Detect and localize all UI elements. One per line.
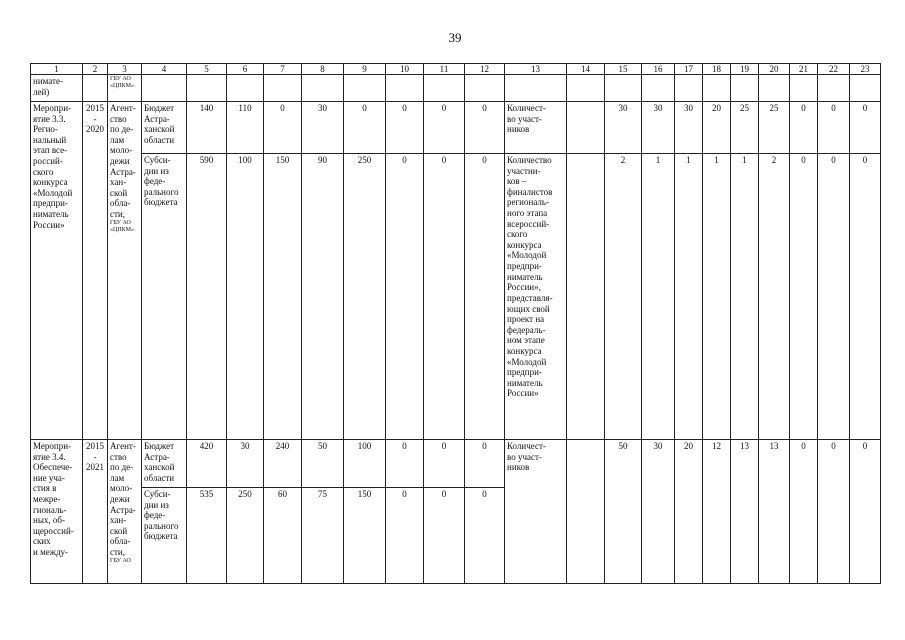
column-number: 8 <box>302 64 344 75</box>
empty-cell <box>790 75 818 102</box>
value-cell: 50 <box>302 440 344 488</box>
indicator-value: 12 <box>712 441 721 451</box>
value-cell: 590 <box>187 154 227 440</box>
value-cell: 0 <box>386 488 424 584</box>
column-number-row <box>31 64 881 75</box>
column-number: 18 <box>703 64 731 75</box>
column-number: 11 <box>424 64 465 75</box>
value-cell: 0 <box>465 154 505 440</box>
indicator-value: 1 <box>703 154 731 440</box>
executor: Агент- ство по де- лам моло- дежи Астра- хан- ской обла- сти, <box>110 103 136 220</box>
funding-source: Бюджет Астра- ханской области <box>142 102 187 154</box>
measure-name-cell <box>31 102 83 440</box>
column-number: 16 <box>642 64 675 75</box>
column-number: 5 <box>187 64 227 75</box>
executor-extra: ГБУ АО «ЦПКМ» <box>110 219 135 233</box>
value-cell: 250 <box>344 154 386 440</box>
empty-cell <box>642 75 675 102</box>
executor: Агент- ство по де- лам моло- дежи Астра- хан- ской обла- сти, <box>110 441 136 558</box>
indicator-name: Количест- во участ- ников <box>507 441 546 473</box>
value-cell: 140 <box>187 102 227 154</box>
indicator-value-cell <box>642 440 675 584</box>
indicator-value: 1 <box>675 154 703 440</box>
indicator-value-cell <box>850 440 881 584</box>
indicator-value-cell <box>790 440 818 584</box>
empty-cell <box>344 75 386 102</box>
period: 2015 - 2021 <box>86 441 104 473</box>
period: 2015 - 2020 <box>86 103 104 135</box>
value-cell: 0 <box>424 488 465 584</box>
value-cell: 0 <box>386 154 424 440</box>
indicator-value: 2 <box>759 154 790 440</box>
value-cell: 0 <box>465 440 505 488</box>
empty-cell <box>386 75 424 102</box>
indicator-value: 0 <box>862 441 868 451</box>
value-cell: 0 <box>424 154 465 440</box>
indicator-value: 20 <box>703 102 731 154</box>
column-number: 14 <box>567 64 605 75</box>
table-row <box>31 154 881 440</box>
column-number: 2 <box>83 64 108 75</box>
empty-cell <box>424 75 465 102</box>
indicator-value: 30 <box>653 441 663 451</box>
funding-source: Субси- дии из феде- рального бюджета <box>142 488 187 584</box>
empty-cell <box>567 102 605 154</box>
empty-cell <box>605 75 642 102</box>
empty-cell <box>818 75 850 102</box>
measure-name: Меропри- ятие 3.4. Обеспече- ние уча- стия в межре- гиональ- ных, об- щероссий- ских и между- <box>33 441 74 558</box>
indicator-value: 30 <box>605 102 642 154</box>
column-number: 10 <box>386 64 424 75</box>
executor-cell <box>108 102 142 440</box>
column-number: 6 <box>227 64 264 75</box>
empty-cell <box>731 75 759 102</box>
empty-cell <box>83 75 108 102</box>
value-cell: 30 <box>302 102 344 154</box>
column-number: 4 <box>142 64 187 75</box>
column-number: 20 <box>759 64 790 75</box>
indicator-value: 20 <box>684 441 693 451</box>
column-number: 13 <box>505 64 567 75</box>
indicator-value: 0 <box>850 102 881 154</box>
value-cell: 0 <box>465 488 505 584</box>
column-number: 1 <box>31 64 83 75</box>
value-cell: 250 <box>227 488 264 584</box>
value-cell: 0 <box>424 440 465 488</box>
empty-cell <box>142 75 187 102</box>
measure-name-cell <box>31 440 83 584</box>
indicator-value: 0 <box>818 102 850 154</box>
indicator-value-cell <box>675 440 703 584</box>
indicator-value: 25 <box>731 102 759 154</box>
value-cell: 90 <box>302 154 344 440</box>
empty-cell <box>567 75 605 102</box>
continuation-row <box>31 75 881 102</box>
value-cell: 0 <box>424 102 465 154</box>
period-cell <box>83 440 108 584</box>
funding-source: Субси- дии из феде- рального бюджета <box>142 154 187 440</box>
indicator-value: 2 <box>605 154 642 440</box>
value-cell: 0 <box>264 102 302 154</box>
empty-cell <box>703 75 731 102</box>
indicator-value: 0 <box>818 154 850 440</box>
column-number: 23 <box>850 64 881 75</box>
value-cell: 0 <box>386 102 424 154</box>
empty-cell <box>850 75 881 102</box>
indicator-value: 30 <box>642 102 675 154</box>
indicator-name: Количест- во участ- ников <box>505 102 567 154</box>
empty-cell <box>567 440 605 584</box>
empty-cell <box>505 75 567 102</box>
column-number: 21 <box>790 64 818 75</box>
indicator-value: 0 <box>790 102 818 154</box>
empty-cell <box>264 75 302 102</box>
column-number: 3 <box>108 64 142 75</box>
value-cell: 535 <box>187 488 227 584</box>
column-number: 22 <box>818 64 850 75</box>
column-number: 12 <box>465 64 505 75</box>
value-cell: 420 <box>187 440 227 488</box>
empty-cell <box>227 75 264 102</box>
empty-cell <box>675 75 703 102</box>
indicator-value-cell <box>605 440 642 584</box>
program-table <box>30 63 881 584</box>
empty-cell <box>187 75 227 102</box>
indicator-value: 30 <box>675 102 703 154</box>
value-cell: 150 <box>344 488 386 584</box>
indicator-name: Количество участни- ков – финалистов региональ- ного этапа всероссий- ского конкурса «Молодой предпри- ниматель России», представля- ющих свой проект на федераль- ном этапе конкурса «Молодой предпри- ниматель России» <box>505 154 567 440</box>
indicator-value: 13 <box>740 441 749 451</box>
value-cell: 75 <box>302 488 344 584</box>
value-cell: 60 <box>264 488 302 584</box>
indicator-value: 13 <box>769 441 779 451</box>
indicator-value: 0 <box>850 154 881 440</box>
column-number: 17 <box>675 64 703 75</box>
table-row <box>31 440 881 488</box>
table-row <box>31 102 881 154</box>
executor-cell: ГБУ АО «ЦПКМ» <box>108 75 142 102</box>
value-cell: 150 <box>264 154 302 440</box>
value-cell: 0 <box>386 440 424 488</box>
column-number: 9 <box>344 64 386 75</box>
value-cell: 0 <box>465 102 505 154</box>
value-cell: 0 <box>344 102 386 154</box>
empty-cell <box>465 75 505 102</box>
indicator-name-cell <box>505 440 567 584</box>
column-number: 19 <box>731 64 759 75</box>
funding-source: Бюджет Астра- ханской области <box>142 440 187 488</box>
indicator-value-cell <box>703 440 731 584</box>
indicator-value: 0 <box>790 154 818 440</box>
indicator-value: 0 <box>831 441 836 451</box>
page-number: 39 <box>448 30 462 45</box>
value-cell: 110 <box>227 102 264 154</box>
empty-cell <box>567 154 605 440</box>
indicator-value: 0 <box>801 441 806 451</box>
value-cell: 100 <box>227 154 264 440</box>
period-cell <box>83 102 108 440</box>
indicator-value: 50 <box>618 441 628 451</box>
value-cell: 100 <box>344 440 386 488</box>
column-number: 15 <box>605 64 642 75</box>
measure-name-cell: нимате- лей) <box>31 75 83 102</box>
measure-name: Меропри- ятие 3.3. Регио- нальный этап все- россий- ского конкурса «Молодой предпри- ниматель России» <box>33 103 73 230</box>
value-cell: 30 <box>227 440 264 488</box>
column-number: 7 <box>264 64 302 75</box>
empty-cell <box>759 75 790 102</box>
indicator-value-cell <box>818 440 850 584</box>
indicator-value-cell <box>759 440 790 584</box>
indicator-value: 1 <box>731 154 759 440</box>
executor-cell <box>108 440 142 584</box>
indicator-value: 25 <box>759 102 790 154</box>
indicator-value: 1 <box>642 154 675 440</box>
executor-extra: ГБУ АО <box>110 557 131 564</box>
value-cell: 240 <box>264 440 302 488</box>
empty-cell <box>302 75 344 102</box>
indicator-value-cell <box>731 440 759 584</box>
